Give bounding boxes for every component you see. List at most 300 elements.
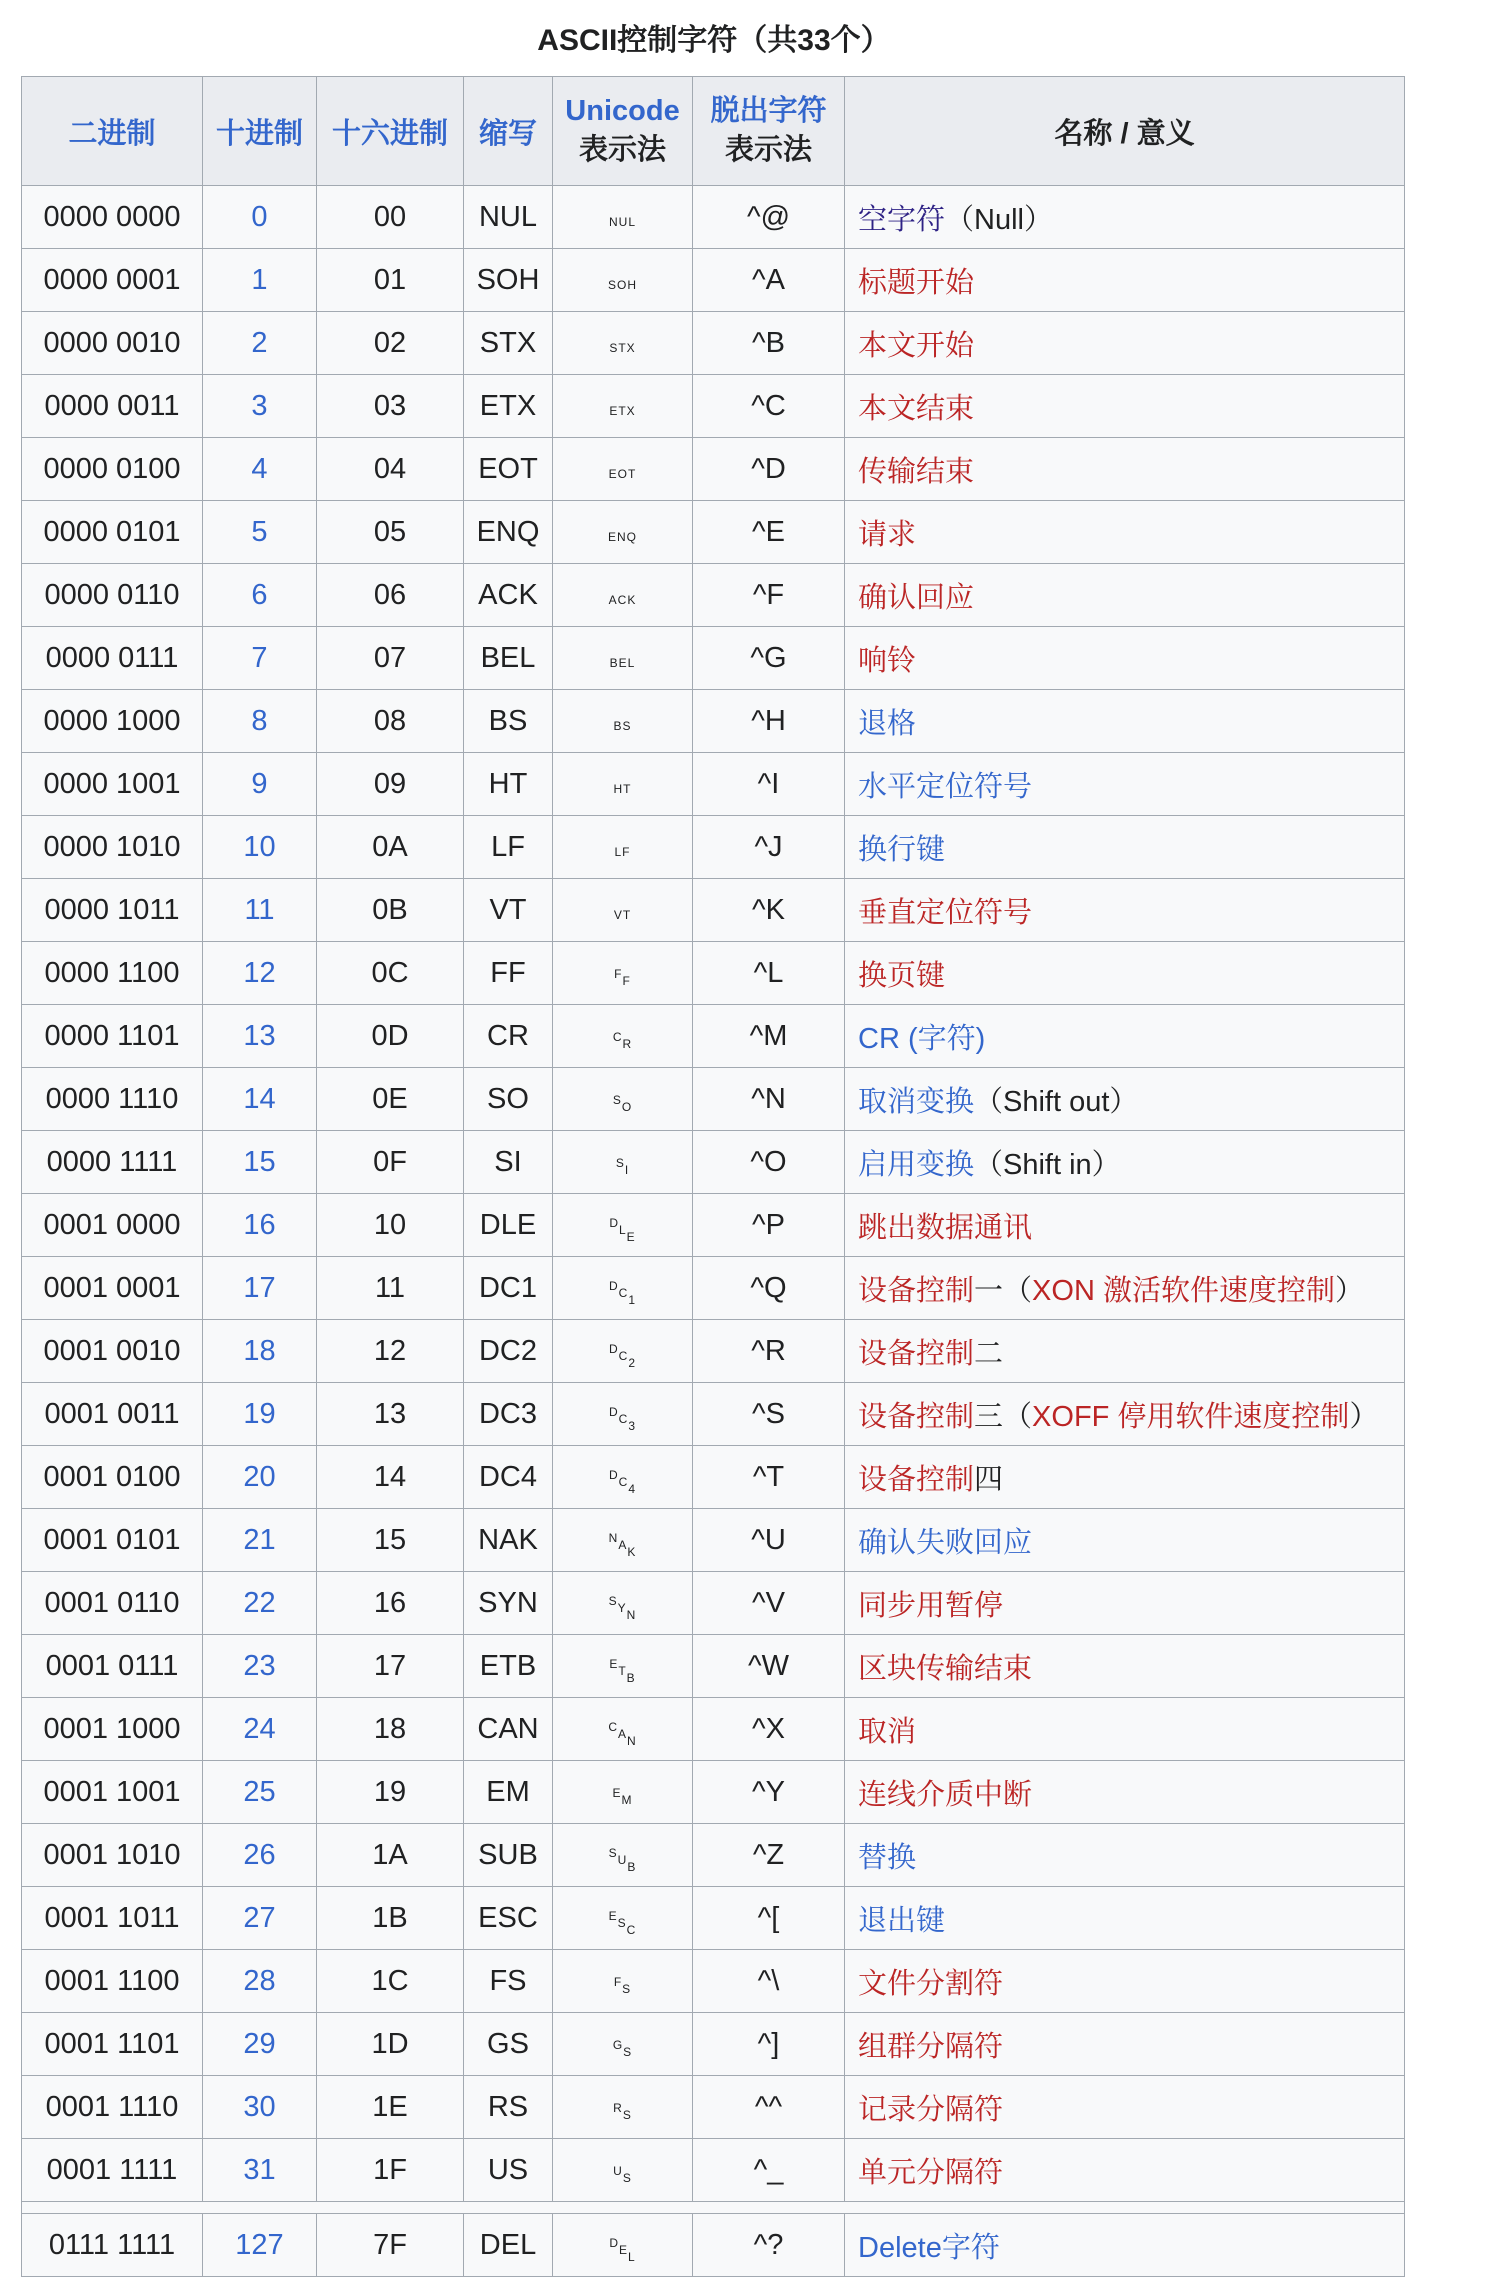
decimal-cell <box>203 312 317 375</box>
decimal-link[interactable]: 13 <box>243 1019 276 1052</box>
unicode-glyph-cell <box>553 2076 693 2139</box>
decimal-cell <box>203 1698 317 1761</box>
binary-cell: 0001 0111 <box>22 1635 203 1698</box>
decimal-cell <box>203 627 317 690</box>
decimal-link[interactable]: 10 <box>243 830 276 863</box>
decimal-link[interactable]: 22 <box>243 1586 276 1619</box>
table-row <box>22 1635 1405 1698</box>
col-header-binary[interactable] <box>22 77 203 186</box>
decimal-link[interactable]: 1 <box>251 263 268 296</box>
control-picture-glyph: DC4 <box>608 1467 636 1496</box>
escape-cell: ^? <box>693 2214 845 2277</box>
abbreviation-cell: SYN <box>464 1572 553 1635</box>
hex-cell: 0C <box>317 942 464 1005</box>
control-picture-glyph: US <box>613 2164 631 2185</box>
name-cell <box>845 1635 1405 1698</box>
decimal-header-link[interactable]: 十进制 <box>215 117 303 150</box>
decimal-link[interactable]: 24 <box>243 1712 276 1745</box>
name-link[interactable]: 跳出数据通讯 <box>858 1211 1033 1244</box>
table-row <box>22 375 1405 438</box>
name-link[interactable]: 水平定位符号 <box>858 770 1033 803</box>
name-link[interactable]: 取消变换 <box>858 1085 975 1118</box>
unicode-glyph-cell <box>553 1131 693 1194</box>
escape-cell: ^W <box>693 1635 845 1698</box>
abbreviation-cell: VT <box>464 879 553 942</box>
table-row <box>22 816 1405 879</box>
escape-cell: ^B <box>693 312 845 375</box>
name-link[interactable]: 本文开始 <box>858 329 975 362</box>
decimal-cell <box>203 1194 317 1257</box>
unicode-glyph-cell <box>553 1005 693 1068</box>
decimal-link[interactable]: 14 <box>243 1082 276 1115</box>
decimal-cell <box>203 2139 317 2202</box>
escape-header-suffix: 表示法 <box>724 134 812 166</box>
escape-cell: ^K <box>693 879 845 942</box>
table-row <box>22 879 1405 942</box>
hex-cell: 13 <box>317 1383 464 1446</box>
decimal-link[interactable]: 16 <box>243 1208 276 1241</box>
col-header-decimal[interactable] <box>203 77 317 186</box>
hex-cell: 02 <box>317 312 464 375</box>
decimal-link[interactable]: 18 <box>243 1334 276 1367</box>
decimal-cell <box>203 1509 317 1572</box>
name-link[interactable]: 确认回应 <box>858 581 975 614</box>
hex-cell: 06 <box>317 564 464 627</box>
binary-cell: 0001 0010 <box>22 1320 203 1383</box>
abbreviation-cell: DEL <box>464 2214 553 2277</box>
decimal-link[interactable]: 17 <box>243 1271 276 1304</box>
decimal-cell <box>203 186 317 249</box>
table-row <box>22 1320 1405 1383</box>
decimal-cell <box>203 816 317 879</box>
escape-cell: ^H <box>693 690 845 753</box>
binary-cell: 0001 0000 <box>22 1194 203 1257</box>
table-row <box>22 1194 1405 1257</box>
table-row <box>22 1509 1405 1572</box>
unicode-glyph-cell <box>553 1320 693 1383</box>
table-row <box>22 1572 1405 1635</box>
control-picture-glyph: SO <box>612 1093 632 1114</box>
hex-cell: 17 <box>317 1635 464 1698</box>
unicode-glyph-cell <box>553 438 693 501</box>
binary-cell: 0000 1101 <box>22 1005 203 1068</box>
decimal-link[interactable]: 29 <box>243 2027 276 2060</box>
control-picture-glyph: FF <box>614 967 630 988</box>
name-cell <box>845 816 1405 879</box>
decimal-link[interactable]: 9 <box>251 767 268 800</box>
control-picture-glyph: FS <box>613 1975 631 1996</box>
abbreviation-cell: SI <box>464 1131 553 1194</box>
abbreviation-cell: DC2 <box>464 1320 553 1383</box>
decimal-cell <box>203 438 317 501</box>
decimal-link[interactable]: 28 <box>243 1964 276 1997</box>
escape-cell: ^Z <box>693 1824 845 1887</box>
decimal-link[interactable]: 20 <box>243 1460 276 1493</box>
name-cell <box>845 501 1405 564</box>
unicode-glyph-cell <box>553 879 693 942</box>
decimal-link[interactable]: 8 <box>251 704 268 737</box>
table-row <box>22 2214 1405 2277</box>
col-header-hex[interactable] <box>317 77 464 186</box>
name-link[interactable]: 垂直定位符号 <box>858 896 1033 929</box>
abbreviation-cell: SO <box>464 1068 553 1131</box>
decimal-cell <box>203 1320 317 1383</box>
decimal-link[interactable]: 25 <box>243 1775 276 1808</box>
decimal-cell <box>203 1635 317 1698</box>
unicode-glyph-cell <box>553 753 693 816</box>
name-link[interactable]: 退格 <box>858 707 917 740</box>
abbreviation-cell: EM <box>464 1761 553 1824</box>
table-row <box>22 438 1405 501</box>
abbreviation-cell: SOH <box>464 249 553 312</box>
abbreviation-cell: CR <box>464 1005 553 1068</box>
escape-cell: ^F <box>693 564 845 627</box>
name-cell <box>845 564 1405 627</box>
abbreviation-cell: FF <box>464 942 553 1005</box>
decimal-link[interactable]: 30 <box>243 2090 276 2123</box>
binary-cell: 0001 1101 <box>22 2013 203 2076</box>
control-picture-glyph: VT <box>613 907 632 922</box>
hex-cell: 16 <box>317 1572 464 1635</box>
escape-cell: ^M <box>693 1005 845 1068</box>
table-row <box>22 249 1405 312</box>
table-row <box>22 1887 1405 1950</box>
name-cell <box>845 1068 1405 1131</box>
name-cell <box>845 2076 1405 2139</box>
unicode-glyph-cell <box>553 1887 693 1950</box>
control-picture-glyph: ESC <box>608 1908 636 1937</box>
binary-cell: 0000 0001 <box>22 249 203 312</box>
control-picture-glyph: STX <box>609 340 636 355</box>
binary-cell: 0001 0110 <box>22 1572 203 1635</box>
name-cell <box>845 312 1405 375</box>
escape-cell: ^V <box>693 1572 845 1635</box>
binary-cell: 0001 0100 <box>22 1446 203 1509</box>
name-cell <box>845 1131 1405 1194</box>
table-row <box>22 1383 1405 1446</box>
abbreviation-cell: GS <box>464 2013 553 2076</box>
table-title: ASCII控制字符（共33个） <box>537 24 891 57</box>
unicode-glyph-cell <box>553 312 693 375</box>
hex-cell: 1C <box>317 1950 464 2013</box>
decimal-link[interactable]: 4 <box>251 452 268 485</box>
table-row <box>22 1005 1405 1068</box>
name-cell <box>845 1257 1405 1320</box>
separator-cell <box>22 2202 1405 2214</box>
control-picture-glyph: SYN <box>608 1593 636 1622</box>
name-cell <box>845 1509 1405 1572</box>
unicode-glyph-cell <box>553 690 693 753</box>
decimal-cell <box>203 1068 317 1131</box>
decimal-cell <box>203 1446 317 1509</box>
name-link[interactable]: 本文结束 <box>858 392 975 425</box>
escape-cell: ^L <box>693 942 845 1005</box>
control-picture-glyph: CR <box>612 1030 632 1051</box>
name-text: （Shift out） <box>974 1085 1139 1118</box>
abbreviation-cell: ACK <box>464 564 553 627</box>
name-link[interactable]: 替换 <box>858 1841 917 1874</box>
name-link[interactable]: 确认失败回应 <box>858 1526 1033 1559</box>
hex-cell: 05 <box>317 501 464 564</box>
name-text: ） <box>1349 1400 1379 1433</box>
decimal-link[interactable]: 12 <box>243 956 276 989</box>
binary-cell: 0000 1000 <box>22 690 203 753</box>
hex-cell: 10 <box>317 1194 464 1257</box>
name-text: （Null） <box>945 203 1053 236</box>
name-cell <box>845 1887 1405 1950</box>
abbreviation-cell: US <box>464 2139 553 2202</box>
binary-cell: 0000 0010 <box>22 312 203 375</box>
hex-cell: 0A <box>317 816 464 879</box>
name-link[interactable]: XOFF 停用软件速度控制 <box>1032 1400 1350 1433</box>
unicode-glyph-cell <box>553 2013 693 2076</box>
name-text: （Shift in） <box>974 1148 1121 1181</box>
binary-cell: 0000 1111 <box>22 1131 203 1194</box>
decimal-cell <box>203 753 317 816</box>
unicode-glyph-cell <box>553 501 693 564</box>
table-row <box>22 1446 1405 1509</box>
decimal-link[interactable]: 19 <box>243 1397 276 1430</box>
binary-cell: 0000 1001 <box>22 753 203 816</box>
control-picture-glyph: BEL <box>609 655 636 670</box>
decimal-link[interactable]: 2 <box>251 326 268 359</box>
name-link[interactable]: 换行键 <box>858 833 946 866</box>
name-link[interactable]: 空字符 <box>858 203 946 236</box>
control-picture-glyph: ETX <box>609 403 636 418</box>
table-row <box>22 942 1405 1005</box>
decimal-cell <box>203 375 317 438</box>
hex-cell: 1B <box>317 1887 464 1950</box>
binary-cell: 0000 0100 <box>22 438 203 501</box>
name-text: 三 <box>974 1400 1004 1433</box>
name-link[interactable]: 传输结束 <box>858 455 975 488</box>
decimal-link[interactable]: 31 <box>243 2153 276 2186</box>
binary-cell: 0001 1010 <box>22 1824 203 1887</box>
escape-cell: ^P <box>693 1194 845 1257</box>
decimal-cell <box>203 249 317 312</box>
col-header-unicode <box>553 77 693 186</box>
name-link[interactable]: XON 激活软件速度控制 <box>1032 1274 1335 1307</box>
col-header-abbr[interactable] <box>464 77 553 186</box>
name-link[interactable]: 换页键 <box>858 959 946 992</box>
col-header-name: 名称 / 意义 <box>845 77 1405 186</box>
escape-cell: ^^ <box>693 2076 845 2139</box>
binary-cell: 0001 1100 <box>22 1950 203 2013</box>
decimal-link[interactable]: 127 <box>235 2228 284 2261</box>
hex-cell: 03 <box>317 375 464 438</box>
header-row <box>22 77 1405 186</box>
abbreviation-cell: ENQ <box>464 501 553 564</box>
decimal-link[interactable]: 27 <box>243 1901 276 1934</box>
decimal-cell <box>203 942 317 1005</box>
control-picture-glyph: SUB <box>608 1845 636 1874</box>
escape-cell: ^@ <box>693 186 845 249</box>
binary-header-link[interactable]: 二进制 <box>68 117 156 150</box>
hex-cell: 04 <box>317 438 464 501</box>
name-link[interactable]: 文件分割符 <box>858 1967 1004 2000</box>
name-link[interactable]: 区块传输结束 <box>858 1652 1033 1685</box>
abbreviation-cell: LF <box>464 816 553 879</box>
escape-cell: ^G <box>693 627 845 690</box>
name-text: ） <box>1334 1274 1364 1307</box>
unicode-glyph-cell <box>553 249 693 312</box>
unicode-glyph-cell <box>553 186 693 249</box>
binary-cell: 0000 1011 <box>22 879 203 942</box>
table-row <box>22 1761 1405 1824</box>
table-row <box>22 564 1405 627</box>
hex-cell: 0B <box>317 879 464 942</box>
name-link[interactable]: 取消 <box>858 1715 917 1748</box>
control-picture-glyph: SOH <box>607 277 637 292</box>
binary-cell: 0001 1110 <box>22 2076 203 2139</box>
decimal-link[interactable]: 6 <box>251 578 268 611</box>
decimal-cell <box>203 1131 317 1194</box>
escape-cell: ^[ <box>693 1887 845 1950</box>
decimal-cell <box>203 1887 317 1950</box>
name-cell <box>845 1446 1405 1509</box>
hex-cell: 01 <box>317 249 464 312</box>
control-picture-glyph: RS <box>613 2101 631 2122</box>
control-picture-glyph: HT <box>613 781 632 796</box>
name-link[interactable]: 设备控制 <box>858 1463 975 1496</box>
name-link[interactable]: 启用变换 <box>858 1148 975 1181</box>
name-link[interactable]: 记录分隔符 <box>858 2093 1004 2126</box>
abbreviation-cell: DLE <box>464 1194 553 1257</box>
table-row <box>22 2139 1405 2202</box>
escape-cell: ^X <box>693 1698 845 1761</box>
hex-cell: 08 <box>317 690 464 753</box>
decimal-link[interactable]: 0 <box>251 200 268 233</box>
escape-cell: ^R <box>693 1320 845 1383</box>
name-cell <box>845 1572 1405 1635</box>
hex-cell: 0D <box>317 1005 464 1068</box>
table-row <box>22 501 1405 564</box>
decimal-link[interactable]: 15 <box>243 1145 276 1178</box>
unicode-glyph-cell <box>553 1509 693 1572</box>
decimal-link[interactable]: 26 <box>243 1838 276 1871</box>
name-text: 四 <box>974 1463 1004 1496</box>
name-link[interactable]: 设备控制 <box>858 1337 975 1370</box>
unicode-header-link[interactable]: Unicode <box>565 94 680 127</box>
binary-cell: 0000 0000 <box>22 186 203 249</box>
table-row <box>22 690 1405 753</box>
unicode-glyph-cell <box>553 375 693 438</box>
table-row <box>22 627 1405 690</box>
hex-cell: 1D <box>317 2013 464 2076</box>
control-picture-glyph: GS <box>612 2038 632 2059</box>
abbreviation-cell: CAN <box>464 1698 553 1761</box>
escape-cell: ^Q <box>693 1257 845 1320</box>
name-link[interactable]: 响铃 <box>858 644 917 677</box>
control-picture-glyph: CAN <box>608 1719 636 1748</box>
abbreviation-cell: ESC <box>464 1887 553 1950</box>
hex-cell: 0F <box>317 1131 464 1194</box>
name-link[interactable]: CR (字符) <box>858 1022 986 1055</box>
name-link[interactable]: 标题开始 <box>858 266 975 299</box>
binary-cell: 0001 1000 <box>22 1698 203 1761</box>
table-row <box>22 2076 1405 2139</box>
escape-cell: ^N <box>693 1068 845 1131</box>
table-row <box>22 1257 1405 1320</box>
abbreviation-cell: HT <box>464 753 553 816</box>
unicode-glyph-cell <box>553 564 693 627</box>
control-picture-glyph: DEL <box>609 2235 635 2264</box>
name-cell <box>845 942 1405 1005</box>
abbreviation-cell: ETB <box>464 1635 553 1698</box>
unicode-glyph-cell <box>553 1635 693 1698</box>
abbr-header-link[interactable]: 缩写 <box>478 117 537 150</box>
control-picture-glyph: DC2 <box>608 1341 636 1370</box>
name-cell <box>845 1698 1405 1761</box>
control-picture-glyph: DC1 <box>608 1278 636 1307</box>
table-row <box>22 312 1405 375</box>
table-body <box>22 186 1405 2277</box>
escape-cell: ^S <box>693 1383 845 1446</box>
escape-cell: ^I <box>693 753 845 816</box>
name-link[interactable]: 单元分隔符 <box>858 2156 1004 2189</box>
escape-cell: ^C <box>693 375 845 438</box>
name-link[interactable]: 同步用暂停 <box>858 1589 1004 1622</box>
decimal-cell <box>203 1824 317 1887</box>
control-picture-glyph: ENQ <box>607 529 637 544</box>
name-text: 二 <box>974 1337 1004 1370</box>
table-row <box>22 1950 1405 2013</box>
name-cell <box>845 753 1405 816</box>
decimal-link[interactable]: 21 <box>243 1523 276 1556</box>
binary-cell: 0000 0101 <box>22 501 203 564</box>
name-link[interactable]: Delete字符 <box>858 2231 1000 2264</box>
decimal-link[interactable]: 7 <box>251 641 268 674</box>
hex-cell: 12 <box>317 1320 464 1383</box>
unicode-glyph-cell <box>553 1068 693 1131</box>
name-link[interactable]: 请求 <box>858 518 917 551</box>
unicode-glyph-cell <box>553 1824 693 1887</box>
table-row <box>22 1698 1405 1761</box>
hex-header-link[interactable]: 十六进制 <box>331 117 448 150</box>
name-link[interactable]: 连线介质中断 <box>858 1778 1033 1811</box>
escape-header-link[interactable]: 脱出字符 <box>710 94 827 127</box>
decimal-link[interactable]: 11 <box>244 893 275 926</box>
escape-cell: ^_ <box>693 2139 845 2202</box>
name-cell <box>845 690 1405 753</box>
name-link[interactable]: 设备控制 <box>858 1400 975 1433</box>
decimal-link[interactable]: 23 <box>243 1649 276 1682</box>
escape-cell: ^O <box>693 1131 845 1194</box>
abbreviation-cell: FS <box>464 1950 553 2013</box>
separator-row <box>22 2202 1405 2214</box>
name-link[interactable]: 设备控制 <box>858 1274 975 1307</box>
unicode-glyph-cell <box>553 1698 693 1761</box>
binary-cell: 0001 0101 <box>22 1509 203 1572</box>
unicode-glyph-cell <box>553 2139 693 2202</box>
control-picture-glyph: ETB <box>609 1656 635 1685</box>
unicode-header-suffix: 表示法 <box>578 134 666 166</box>
binary-cell: 0000 1110 <box>22 1068 203 1131</box>
name-cell <box>845 1320 1405 1383</box>
name-text: （ <box>1003 1274 1033 1307</box>
control-picture-glyph: EM <box>612 1786 632 1807</box>
name-link[interactable]: 组群分隔符 <box>858 2030 1004 2063</box>
decimal-cell <box>203 2076 317 2139</box>
decimal-link[interactable]: 3 <box>251 389 268 422</box>
hex-cell: 0E <box>317 1068 464 1131</box>
name-cell <box>845 1383 1405 1446</box>
unicode-glyph-cell <box>553 1572 693 1635</box>
decimal-link[interactable]: 5 <box>251 515 268 548</box>
name-link[interactable]: 退出键 <box>858 1904 946 1937</box>
binary-cell: 0001 1011 <box>22 1887 203 1950</box>
name-cell <box>845 1761 1405 1824</box>
